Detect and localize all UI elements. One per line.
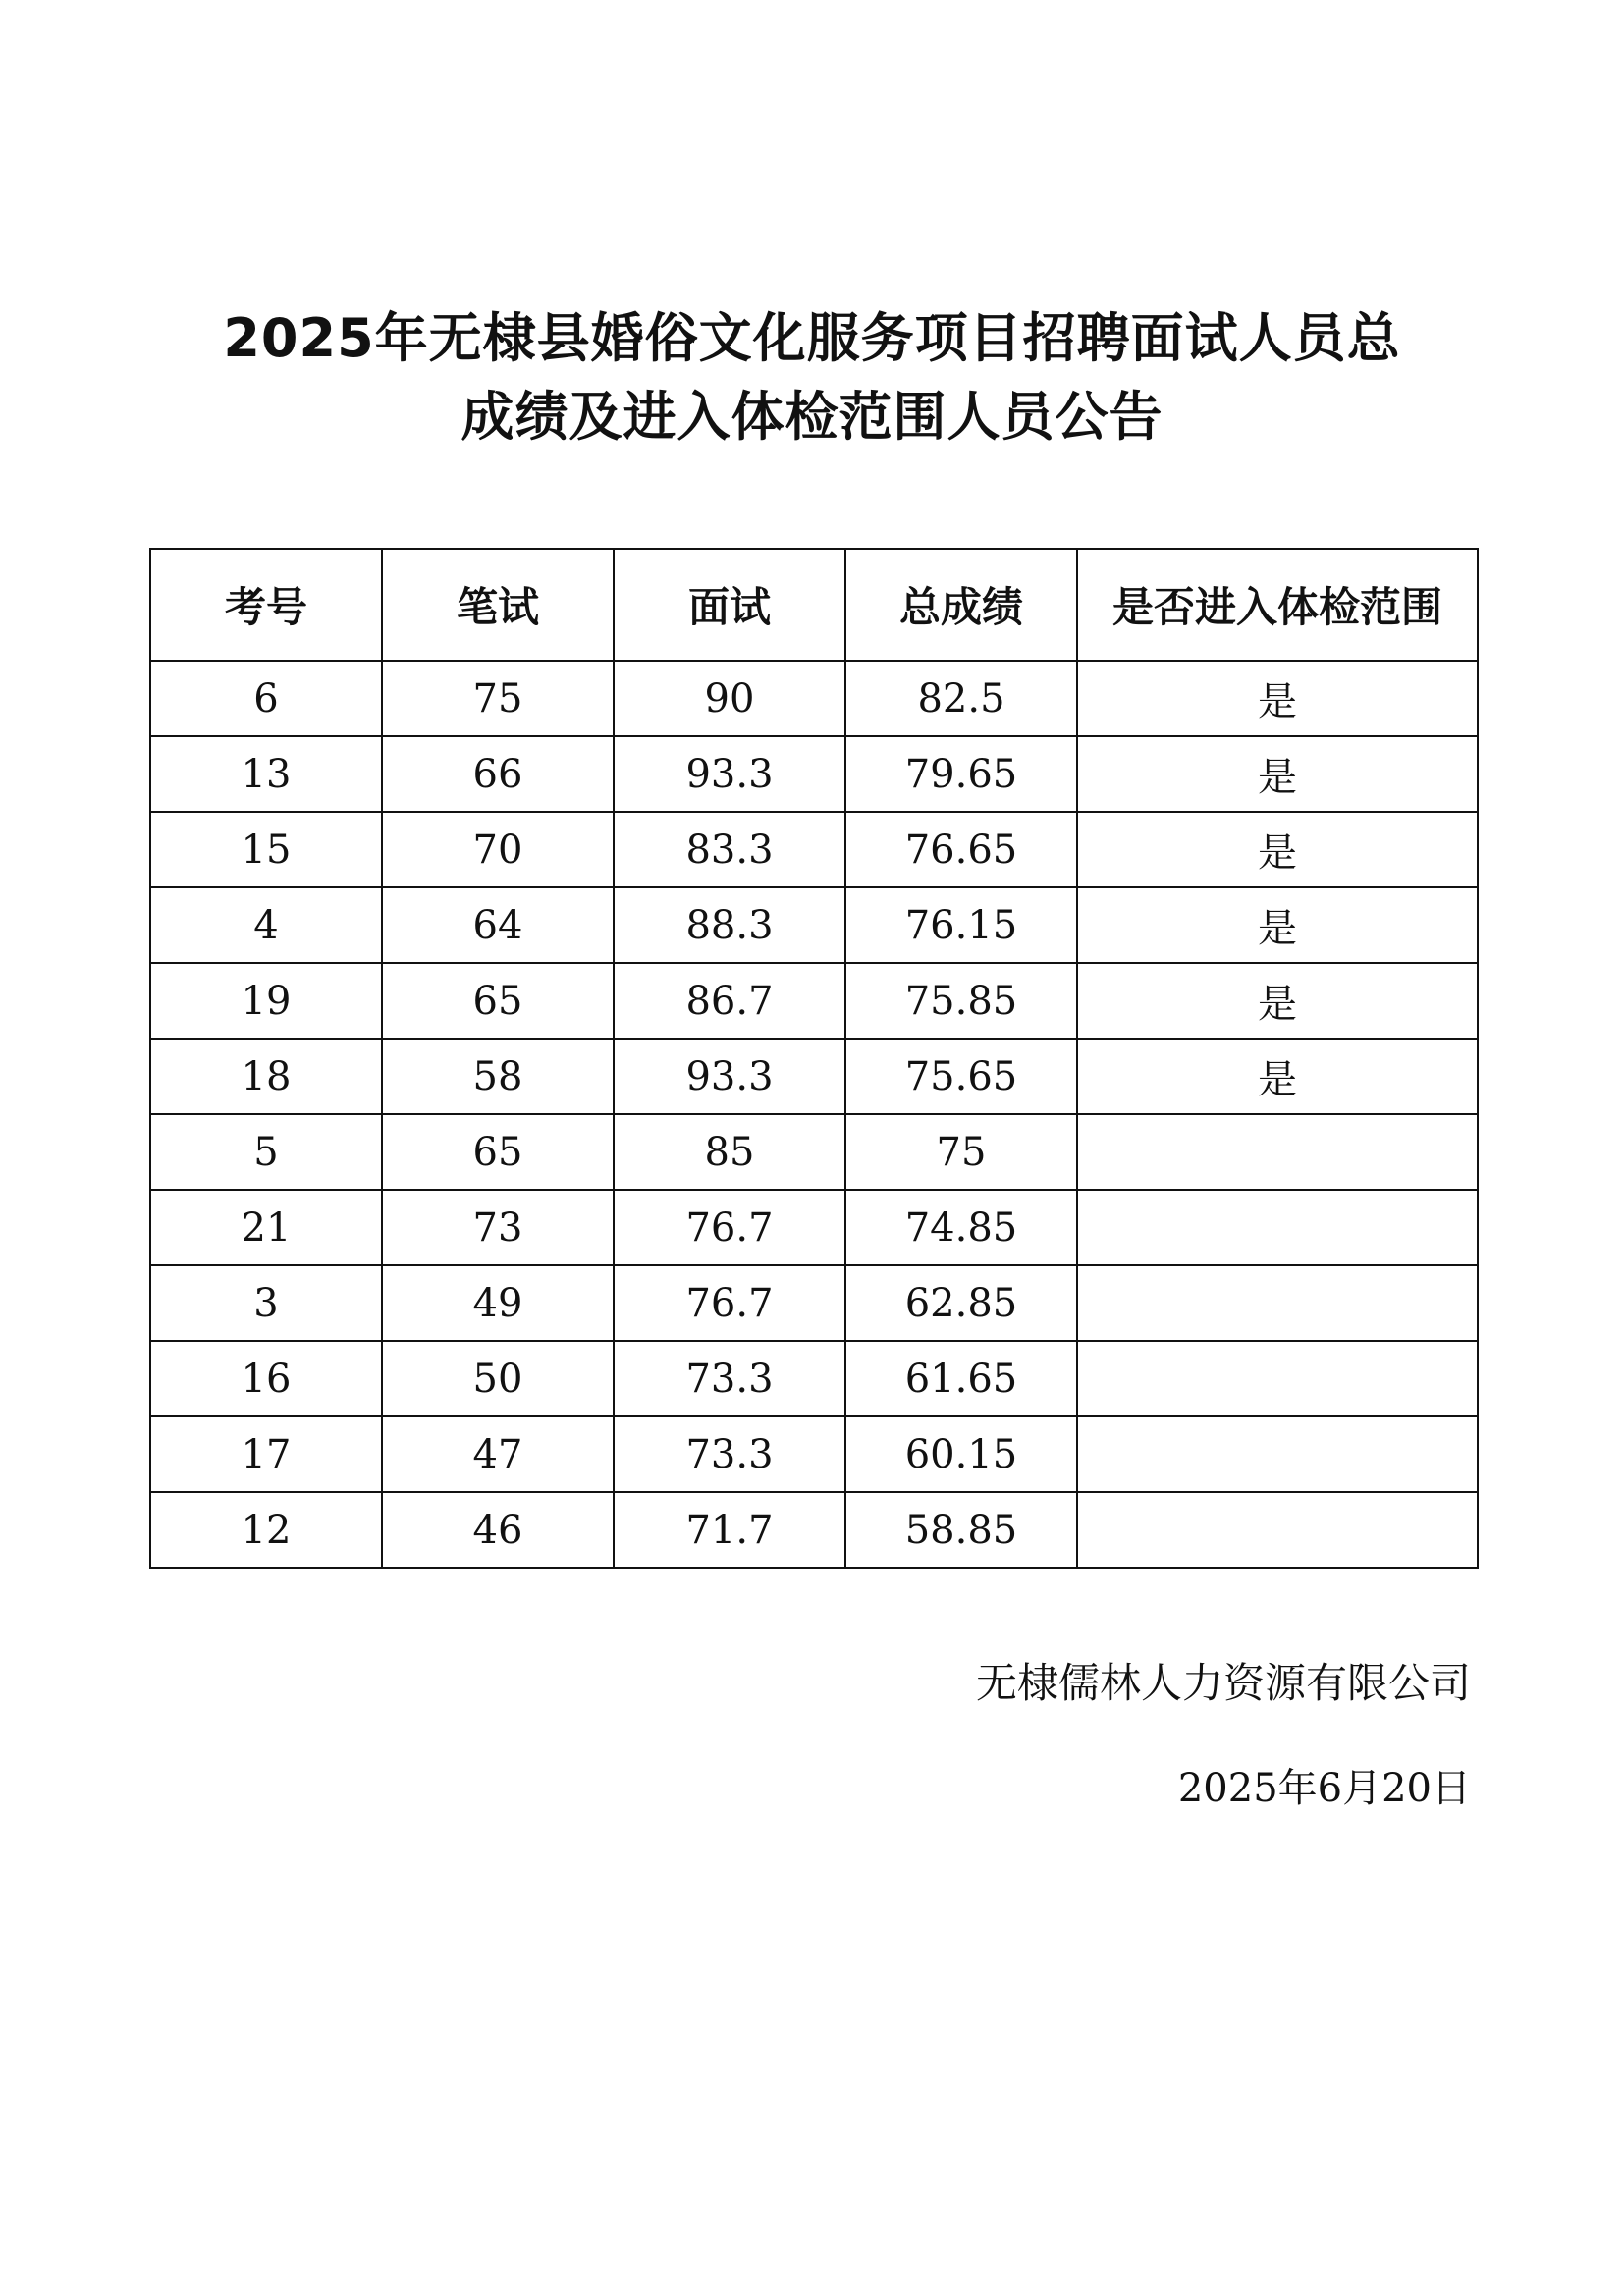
header-total-score: 总成绩 (845, 549, 1077, 661)
cell-total-score: 61.65 (845, 1341, 1077, 1416)
cell-written-score: 64 (382, 887, 614, 963)
table-row (150, 661, 1478, 736)
cell-interview-score: 83.3 (614, 812, 845, 887)
table-row (150, 1416, 1478, 1492)
cell-physical-exam-eligibility (1077, 1190, 1478, 1265)
cell-exam-number: 13 (150, 736, 382, 812)
cell-exam-number: 3 (150, 1265, 382, 1341)
table-row (150, 1341, 1478, 1416)
cell-physical-exam-eligibility (1077, 1416, 1478, 1492)
cell-physical-exam-eligibility: 是 (1077, 812, 1478, 887)
cell-interview-score: 88.3 (614, 887, 845, 963)
cell-interview-score: 86.7 (614, 963, 845, 1039)
cell-interview-score: 90 (614, 661, 845, 736)
cell-interview-score: 76.7 (614, 1190, 845, 1265)
table-header-row (150, 549, 1478, 661)
cell-exam-number: 5 (150, 1114, 382, 1190)
cell-written-score: 75 (382, 661, 614, 736)
score-table (149, 548, 1479, 1569)
cell-written-score: 70 (382, 812, 614, 887)
page-title-line-1: 2025年无棣县婚俗文化服务项目招聘面试人员总 (223, 307, 1401, 369)
cell-exam-number: 17 (150, 1416, 382, 1492)
table-row (150, 1492, 1478, 1568)
cell-exam-number: 21 (150, 1190, 382, 1265)
cell-written-score: 73 (382, 1190, 614, 1265)
cell-exam-number: 16 (150, 1341, 382, 1416)
header-interview-score: 面试 (614, 549, 845, 661)
cell-total-score: 76.15 (845, 887, 1077, 963)
issue-date: 2025年6月20日 (1177, 1766, 1471, 1811)
cell-written-score: 65 (382, 1114, 614, 1190)
cell-physical-exam-eligibility: 是 (1077, 1039, 1478, 1114)
cell-total-score: 82.5 (845, 661, 1077, 736)
cell-written-score: 46 (382, 1492, 614, 1568)
cell-exam-number: 19 (150, 963, 382, 1039)
cell-written-score: 66 (382, 736, 614, 812)
cell-total-score: 79.65 (845, 736, 1077, 812)
cell-physical-exam-eligibility (1077, 1114, 1478, 1190)
header-written-score: 笔试 (382, 549, 614, 661)
cell-written-score: 49 (382, 1265, 614, 1341)
cell-total-score: 75 (845, 1114, 1077, 1190)
cell-exam-number: 12 (150, 1492, 382, 1568)
cell-exam-number: 18 (150, 1039, 382, 1114)
header-physical-exam-eligibility: 是否进入体检范围 (1077, 549, 1478, 661)
cell-physical-exam-eligibility: 是 (1077, 736, 1478, 812)
cell-written-score: 58 (382, 1039, 614, 1114)
cell-physical-exam-eligibility: 是 (1077, 661, 1478, 736)
cell-total-score: 62.85 (845, 1265, 1077, 1341)
cell-interview-score: 93.3 (614, 736, 845, 812)
cell-physical-exam-eligibility (1077, 1265, 1478, 1341)
cell-physical-exam-eligibility (1077, 1341, 1478, 1416)
cell-total-score: 58.85 (845, 1492, 1077, 1568)
cell-physical-exam-eligibility: 是 (1077, 887, 1478, 963)
cell-total-score: 76.65 (845, 812, 1077, 887)
table-row (150, 1114, 1478, 1190)
cell-written-score: 50 (382, 1341, 614, 1416)
cell-written-score: 47 (382, 1416, 614, 1492)
cell-interview-score: 76.7 (614, 1265, 845, 1341)
table-body (150, 661, 1478, 1568)
cell-total-score: 74.85 (845, 1190, 1077, 1265)
cell-total-score: 75.65 (845, 1039, 1077, 1114)
cell-interview-score: 71.7 (614, 1492, 845, 1568)
table-row (150, 963, 1478, 1039)
table-row (150, 887, 1478, 963)
cell-interview-score: 93.3 (614, 1039, 845, 1114)
cell-exam-number: 4 (150, 887, 382, 963)
cell-interview-score: 73.3 (614, 1416, 845, 1492)
cell-interview-score: 73.3 (614, 1341, 845, 1416)
table-row (150, 1039, 1478, 1114)
cell-written-score: 65 (382, 963, 614, 1039)
cell-physical-exam-eligibility (1077, 1492, 1478, 1568)
cell-total-score: 60.15 (845, 1416, 1077, 1492)
cell-physical-exam-eligibility: 是 (1077, 963, 1478, 1039)
header-exam-number: 考号 (150, 549, 382, 661)
cell-interview-score: 85 (614, 1114, 845, 1190)
table-row (150, 812, 1478, 887)
page-title-line-2: 成绩及进入体检范围人员公告 (460, 386, 1164, 448)
cell-total-score: 75.85 (845, 963, 1077, 1039)
table-row (150, 736, 1478, 812)
issuing-company: 无棣儒林人力资源有限公司 (975, 1659, 1471, 1707)
cell-exam-number: 15 (150, 812, 382, 887)
table-row (150, 1190, 1478, 1265)
cell-exam-number: 6 (150, 661, 382, 736)
table-row (150, 1265, 1478, 1341)
